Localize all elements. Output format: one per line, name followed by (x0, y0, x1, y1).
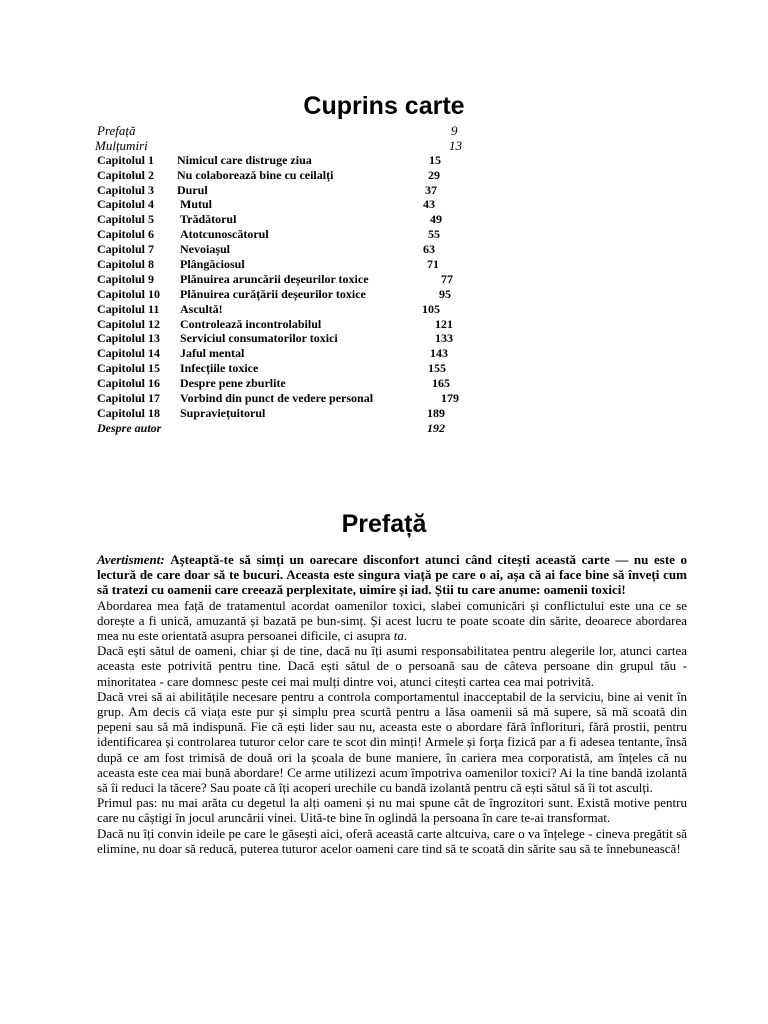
toc-chapter-num: Capitolul 1 (97, 152, 155, 167)
toc-chapter-num: Capitolul 4 (97, 197, 155, 212)
preface-body (97, 552, 687, 856)
toc-row-preface[interactable] (97, 123, 497, 138)
toc-row-chapter[interactable] (97, 242, 497, 257)
toc-page: 15 (429, 152, 441, 167)
toc-row-chapter[interactable] (97, 153, 497, 168)
paragraph-text: Abordarea mea față de tratamentul acordat oamenilor toxici, slabei comunicări și conflictului este una ce se dorește a fi unică, amuzantă și bazată pe bun-simț. Și acest lucru te poate scoate din sărite, deoarece abordarea mea nu este orientată asupra persoanei dificile, ci asupra (97, 597, 687, 644)
toc-page: 13 (449, 137, 462, 153)
warning-text: Așteaptă-te să simți un oarecare disconfort atunci când citești această carte — nu este o lectură de care doar să te bucuri. Aceasta este singura viață pe care o ai, așa că ai face bine să înveți cum să tratezi cu oamenii care creează perplexitate, uimire și iad. Știi tu care anume: oamenii toxici! (97, 552, 687, 598)
toc-page: 189 (427, 405, 445, 420)
toc-label: Prefață (97, 123, 136, 138)
paragraph: Primul pas: nu mai arăta cu degetul la alți oameni și nu mai spune cât de îngrozitori sunt. Există motive pentru care nu câștigi în jocul aruncării vinei. Uită-te bine în oglindă la persoana în care te-ai transformat. (97, 795, 687, 826)
toc-chapter-num: Capitolul 5 (97, 212, 155, 227)
toc-page: 29 (428, 167, 440, 182)
toc-chapter-title: Serviciul consumatorilor toxici (180, 331, 338, 346)
toc-chapter-num: Capitolul 11 (97, 301, 160, 316)
preface-title: Prefață (341, 510, 427, 538)
paragraph-end: . (403, 628, 408, 644)
toc-page: 133 (435, 331, 453, 346)
toc-chapter-title: Durul (177, 182, 208, 197)
toc-chapter-title: Nimicul care distruge ziua (177, 152, 312, 167)
toc-chapter-title: Plănuirea curățării deșeurilor toxice (180, 286, 366, 301)
toc-page: 179 (441, 391, 459, 406)
toc-chapter-num: Capitolul 13 (97, 331, 161, 346)
toc-row-chapter[interactable] (97, 183, 497, 198)
toc-row-chapter[interactable] (97, 168, 497, 183)
toc-chapter-num: Capitolul 2 (97, 167, 155, 182)
toc-page: 155 (428, 361, 446, 376)
toc-page: 143 (430, 346, 448, 361)
toc-chapter-num: Capitolul 7 (97, 242, 155, 257)
toc-page: 77 (441, 271, 453, 286)
toc-row-chapter[interactable] (97, 212, 497, 227)
toc-chapter-num: Capitolul 14 (97, 346, 161, 361)
toc-row-chapter[interactable] (97, 257, 497, 272)
warning-label: Avertisment: (97, 552, 165, 567)
toc-chapter-title: Nevoiașul (180, 242, 231, 257)
toc-page: 165 (432, 376, 450, 391)
paragraph (97, 598, 687, 644)
warning-paragraph (97, 552, 687, 598)
toc-chapter-title: Supraviețuitorul (180, 405, 266, 420)
toc-chapter-num: Capitolul 15 (97, 361, 161, 376)
toc-page: 37 (425, 182, 437, 197)
paragraph: Dacă ești sătul de oameni, chiar și de tine, dacă nu îți asumi responsabilitatea pentru alegerile lor, atunci cartea aceasta este potrivită pentru tine. Dacă ești sătul de o persoană sau de câteva persoane din grupul tău - minoritatea - care domnesc peste cei mai mulți dintre voi, atunci citești cartea cea mai potrivită. (97, 643, 687, 689)
toc-label: Despre autor (97, 420, 162, 435)
toc-chapter-num: Capitolul 3 (97, 182, 155, 197)
toc-row-chapter[interactable] (97, 272, 497, 287)
toc-row-chapter[interactable] (97, 287, 497, 302)
toc-page: 9 (451, 123, 458, 138)
toc-row-chapter[interactable] (97, 331, 497, 346)
toc-row-chapter[interactable] (97, 361, 497, 376)
toc-chapter-num: Capitolul 18 (97, 405, 161, 420)
toc-row-chapter[interactable] (97, 227, 497, 242)
toc-chapter-num: Capitolul 9 (97, 271, 155, 286)
toc-row-acknowledgements[interactable] (97, 138, 497, 153)
toc-page: 63 (423, 242, 435, 257)
toc-page: 49 (430, 212, 442, 227)
toc-chapter-title: Nu colaborează bine cu ceilalți (177, 167, 334, 182)
toc-chapter-title: Despre pene zburlite (180, 376, 286, 391)
toc-row-chapter[interactable] (97, 197, 497, 212)
toc-chapter-num: Capitolul 16 (97, 376, 161, 391)
toc-row-chapter[interactable] (97, 391, 497, 406)
toc-row-about-author[interactable] (97, 421, 497, 436)
toc-chapter-num: Capitolul 12 (97, 316, 161, 331)
toc-chapter-title: Mutul (180, 197, 213, 212)
toc-row-chapter[interactable] (97, 376, 497, 391)
toc-chapter-num: Capitolul 10 (97, 286, 161, 301)
toc-page: 192 (427, 420, 445, 435)
toc-chapter-num: Capitolul 17 (97, 391, 161, 406)
toc-page: 55 (428, 227, 440, 242)
toc-page: 43 (423, 197, 435, 212)
toc-chapter-num: Capitolul 8 (97, 257, 155, 272)
toc-row-chapter[interactable] (97, 346, 497, 361)
toc-chapter-title: Ascultă! (180, 301, 223, 316)
toc-chapter-title: Plănuirea aruncării deșeurilor toxice (180, 271, 369, 286)
toc-chapter-title: Infecțiile toxice (180, 361, 259, 376)
toc-row-chapter[interactable] (97, 406, 497, 421)
paragraph: Dacă vrei să ai abilitățile necesare pentru a controla comportamentul inacceptabil de la serviciu, bine ai venit în grup. Am decis că viața este pur și simplu prea scurtă pentru a lăsa oamenii să mă supere, să mă scoată din pepeni sau să mă indispună. Fie că ești lider sau nu, aceasta este o abordare fără înflorituri, fără prostii, pentru identificarea și controlarea tuturor celor care te scot din minți! Armele și forța fizică par a fi adesea tentante, însă după ce am fost trimisă de două ori la școala de bune maniere, în cariera mea corporatistă, am înțeles că nu aceasta este cea mai bună abordare! Ce arme utilizezi acum împotriva oamenilor toxici? Ai la tine bandă izolantă să îi reduci la tăcere? Sau poate că îți acoperi urechile cu bandă izolantă pentru că ești sătul să îi tot asculți. (97, 688, 687, 796)
toc-chapter-title: Jaful mental (180, 346, 245, 361)
toc-label: Mulțumiri (95, 137, 148, 153)
toc-page: 95 (439, 286, 451, 301)
toc-row-chapter[interactable] (97, 317, 497, 332)
emphasis: ta (393, 628, 404, 644)
toc-page: 121 (435, 316, 453, 331)
toc-chapter-title: Plângăciosul (180, 257, 245, 272)
toc-row-chapter[interactable] (97, 302, 497, 317)
paragraph: Dacă nu îți convin ideile pe care le găsești aici, oferă această carte altcuiva, care o va înțelege - cineva pregătit să elimine, nu doar să reducă, puterea tuturor acelor oameni care tind să te scoată din sărite sau să te înnebunească! (97, 825, 687, 856)
toc-page: 105 (422, 301, 440, 316)
toc-title: Cuprins carte (303, 92, 465, 120)
toc-chapter-title: Controlează incontrolabilul (180, 316, 322, 331)
toc-chapter-title: Vorbind din punct de vedere personal (180, 391, 374, 406)
toc-page: 71 (427, 257, 439, 272)
toc-chapter-num: Capitolul 6 (97, 227, 155, 242)
toc-chapter-title: Trădătorul (180, 212, 237, 227)
toc-chapter-title: Atotcunoscătorul (180, 227, 269, 242)
table-of-contents (97, 123, 497, 436)
